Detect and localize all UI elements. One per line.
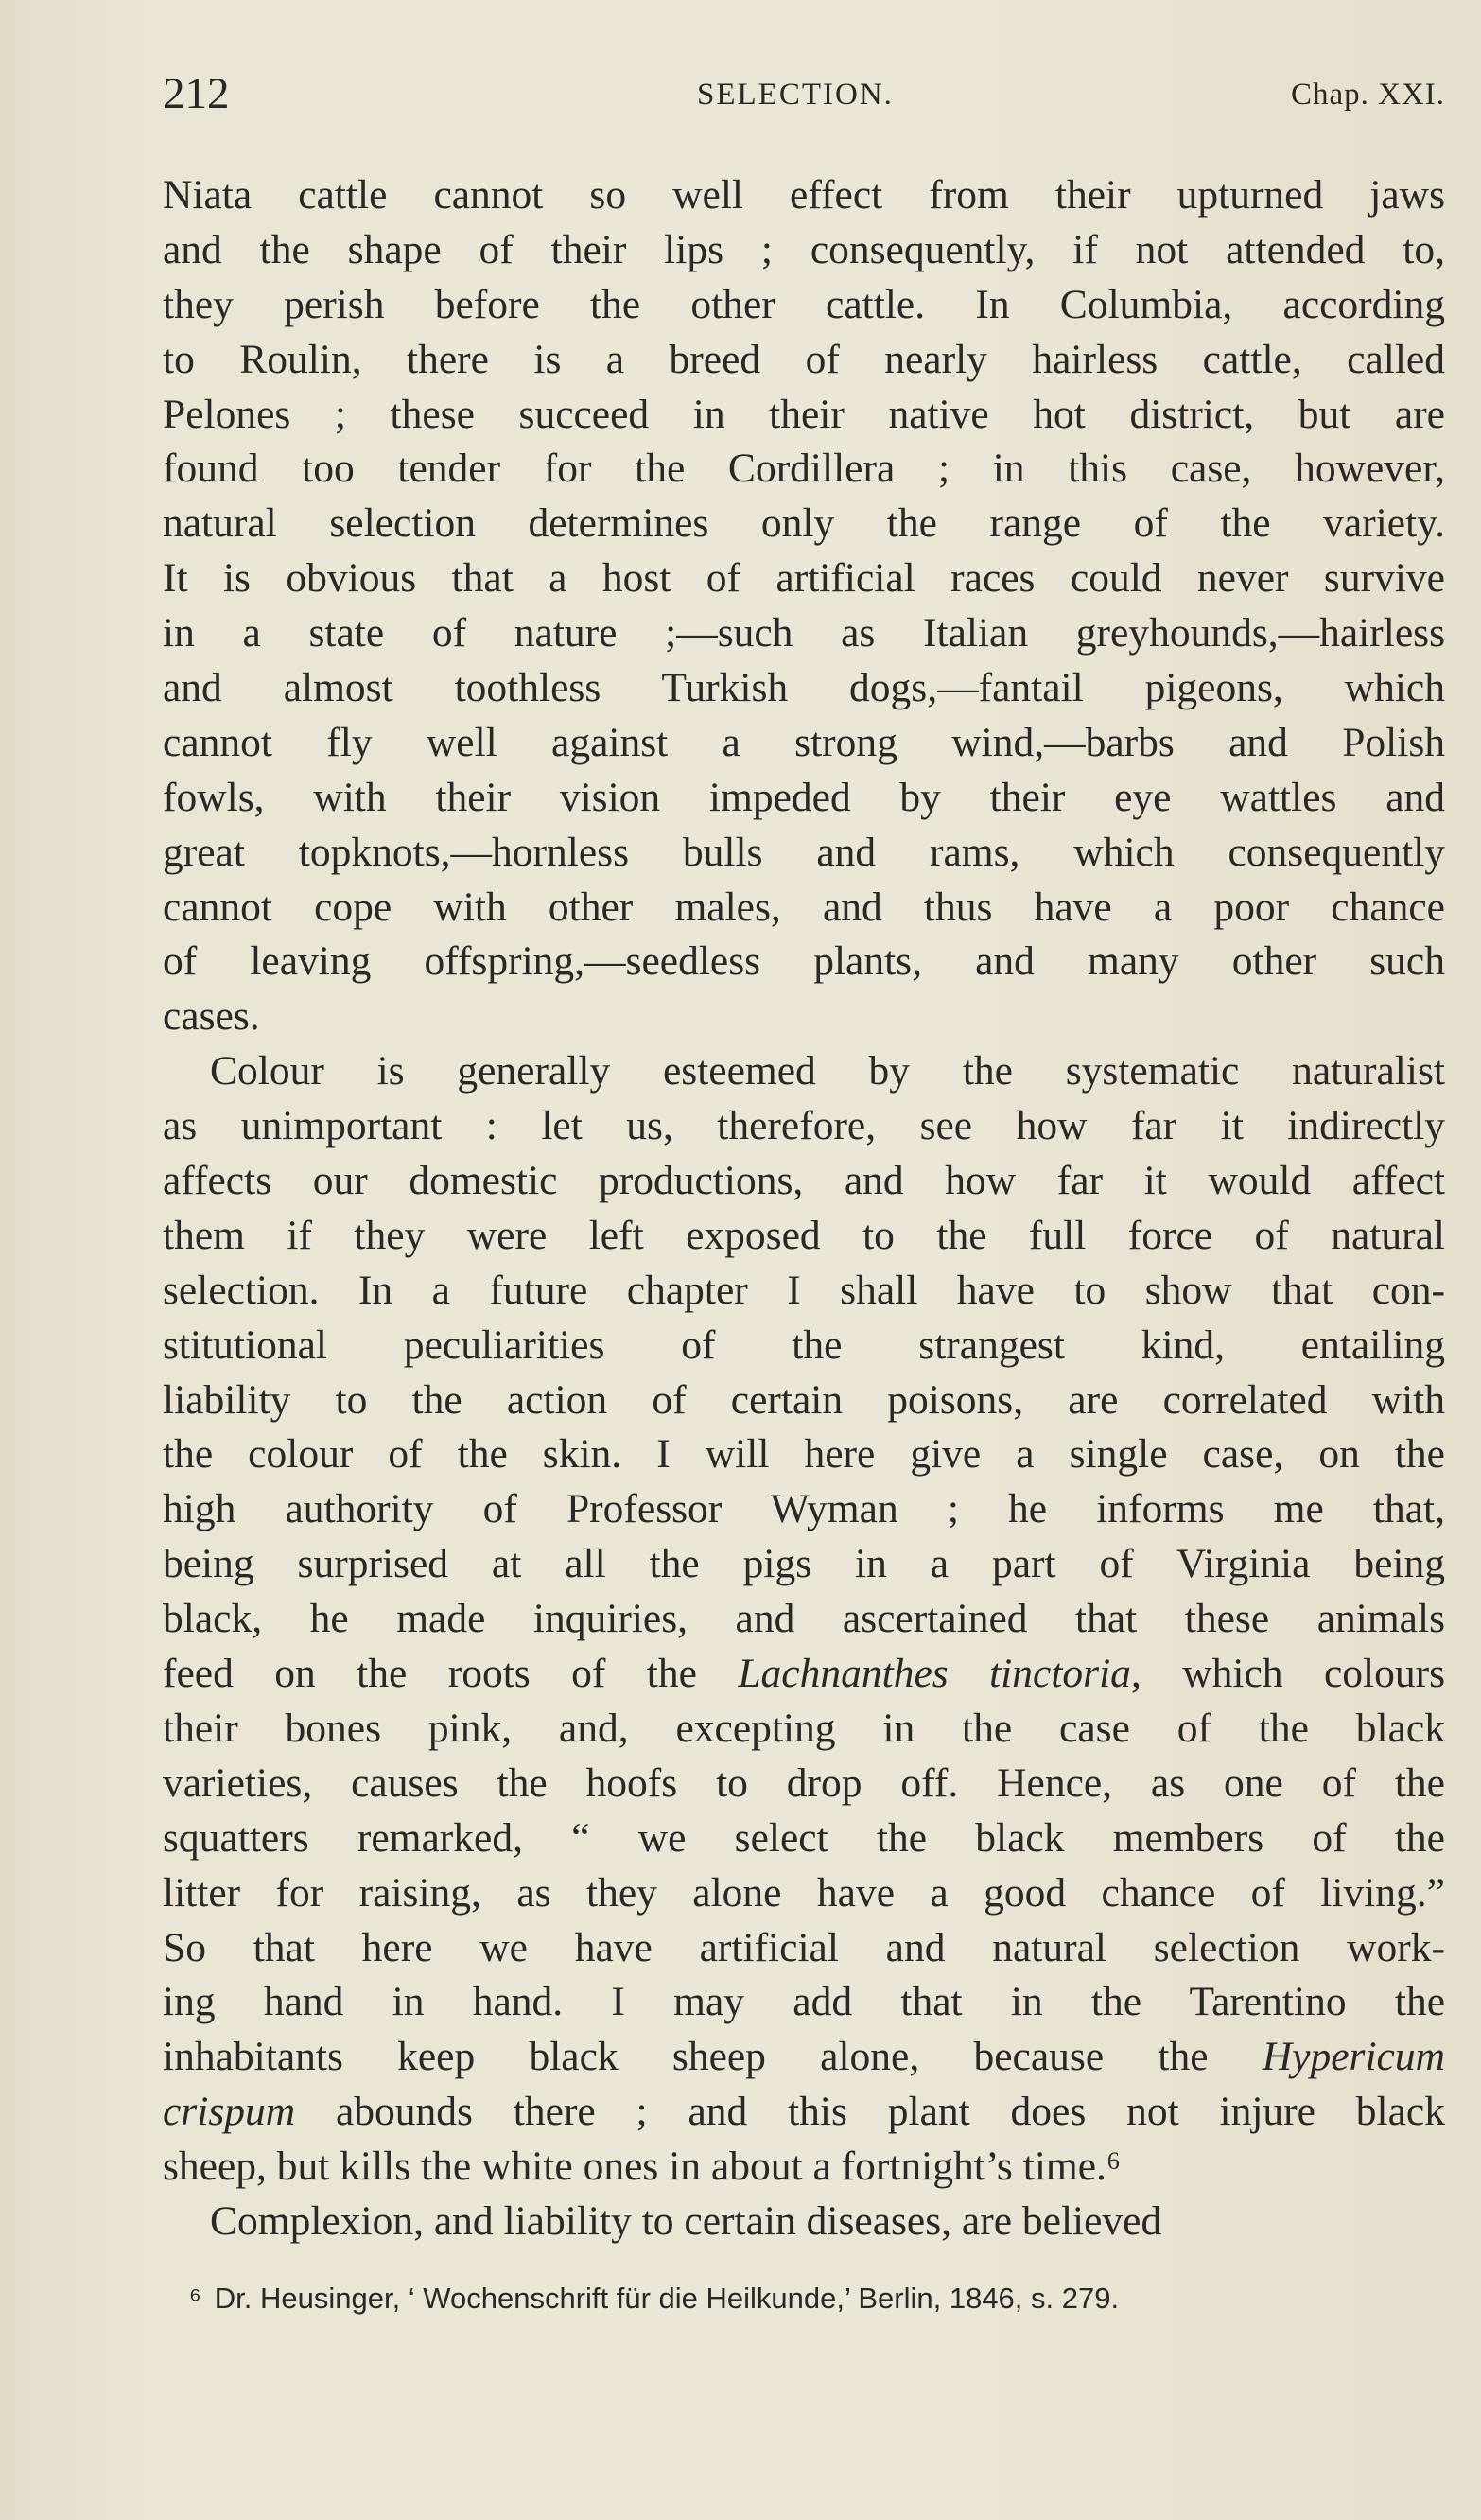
text-line: Complexion, and liability to certain diseases, are believed: [210, 2197, 1162, 2244]
text-segment: abounds there ; and this plant does not injure black: [295, 2089, 1445, 2135]
text-line: It is obvious that a host of artificial races could never survive: [163, 555, 1445, 602]
text-line: the colour of the skin. I will here give a single case, on the: [163, 1431, 1445, 1478]
text-segment: inhabitants keep black sheep alone, because the: [163, 2034, 1263, 2080]
text-line: affects our domestic productions, and how far it would affect: [163, 1158, 1445, 1204]
text-line: [163, 1647, 1445, 1702]
running-head: SELECTION.: [697, 78, 894, 112]
footnote-text: Dr. Heusinger, ‘ Wochenschrift für die Heilkunde,’ Berlin, 1846, s. 279.: [214, 2282, 1120, 2315]
page-header: [163, 68, 1445, 125]
footnote: [189, 2280, 1419, 2318]
page-number: 212: [163, 69, 230, 118]
text-line: liability to the action of certain poisons, are correlated with: [163, 1376, 1445, 1423]
text-line: to Roulin, there is a breed of nearly hairless cattle, called: [163, 336, 1445, 382]
text-line: as unimportant : let us, therefore, see how far it indirectly: [163, 1103, 1445, 1149]
text-line: [163, 2030, 1445, 2085]
text-line: high authority of Professor Wyman ; he informs me that,: [163, 1486, 1445, 1532]
text-line: and almost toothless Turkish dogs,—fantail pigeons, which: [163, 665, 1445, 711]
text-line: litter for raising, as they alone have a good chance of living.”: [163, 1869, 1445, 1916]
text-line: cannot fly well against a strong wind,—barbs and Polish: [163, 719, 1445, 765]
text-line: fowls, with their vision impeded by their eye wattles and: [163, 774, 1445, 820]
text-line: Niata cattle cannot so well effect from their upturned jaws: [163, 172, 1445, 218]
text-line: they perish before the other cattle. In Columbia, according: [163, 281, 1445, 327]
text-line: cannot cope with other males, and thus have a poor chance: [163, 884, 1445, 930]
text-line: sheep, but kills the white ones in about a fortnight’s time.⁶: [163, 2144, 1122, 2190]
text-line: squatters remarked, “ we select the black members of the: [163, 1814, 1445, 1861]
italic-term: Lachnanthes tinctoria: [738, 1651, 1131, 1697]
text-line: varieties, causes the hoofs to drop off. Hence, as one of the: [163, 1759, 1445, 1806]
footnote-marker: ⁶: [189, 2282, 201, 2315]
text-line: So that here we have artificial and natural selection work-: [163, 1924, 1445, 1970]
text-line: them if they were left exposed to the full force of natural: [163, 1212, 1445, 1258]
text-line: ing hand in hand. I may add that in the Tarentino the: [163, 1979, 1445, 2025]
text-line: [163, 2085, 1445, 2140]
text-segment: , which colours: [1130, 1651, 1446, 1697]
text-line: cases.: [163, 993, 260, 1040]
text-line: found too tender for the Cordillera ; in this case, however,: [163, 446, 1445, 492]
text-line: being surprised at all the pigs in a part of Virginia being: [163, 1541, 1445, 1587]
text-line: and the shape of their lips ; consequently, if not attended to,: [163, 226, 1445, 272]
text-line: Pelones ; these succeed in their native hot district, but are: [163, 391, 1445, 437]
text-line: in a state of nature ;—such as Italian greyhounds,—hairless: [163, 610, 1445, 656]
text-line: Colour is generally esteemed by the systematic naturalist: [210, 1048, 1445, 1094]
text-line: great topknots,—hornless bulls and rams, which consequently: [163, 829, 1445, 875]
text-line: natural selection determines only the range of the variety.: [163, 500, 1445, 547]
text-line: stitutional peculiarities of the strangest kind, entailing: [163, 1321, 1445, 1368]
text-line: of leaving offspring,—seedless plants, and many other such: [163, 938, 1445, 985]
text-line: their bones pink, and, excepting in the case of the black: [163, 1705, 1445, 1751]
text-line: black, he made inquiries, and ascertained that these animals: [163, 1596, 1445, 1642]
body-text: [163, 168, 1445, 2249]
text-line: selection. In a future chapter I shall have to show that con-: [163, 1267, 1445, 1313]
italic-term: Hypericum: [1262, 2034, 1445, 2080]
chapter-label: Chap. XXI.: [1290, 78, 1445, 112]
italic-term: crispum: [163, 2089, 296, 2135]
text-segment: feed on the roots of the: [163, 1651, 739, 1697]
